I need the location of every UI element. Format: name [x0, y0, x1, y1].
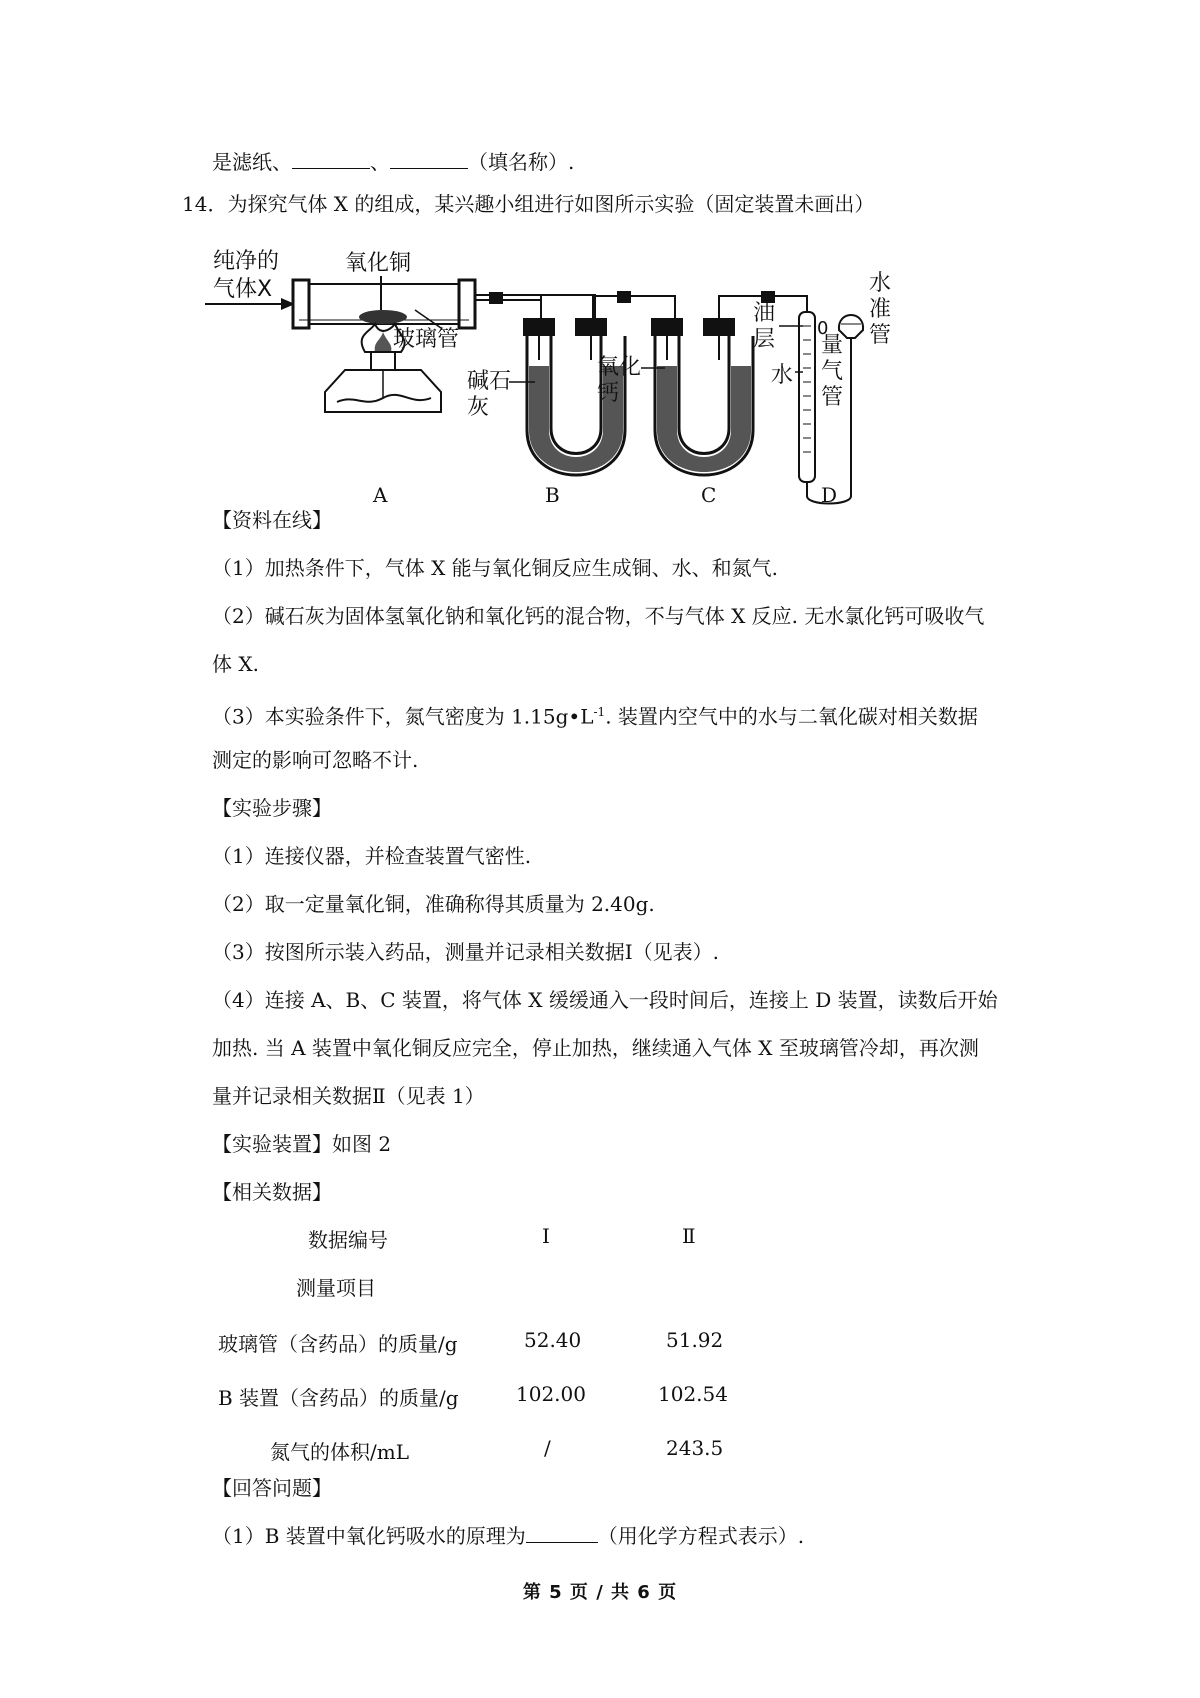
step-4c: 量并记录相关数据Ⅱ（见表 1） — [212, 1084, 485, 1108]
gas-meter-label-3: 管 — [821, 385, 844, 410]
table-row-label: 氮气的体积/mL — [270, 1440, 409, 1464]
label-d: D — [821, 483, 838, 507]
step-2: （2）取一定量氧化铜，准确称得其质量为 2.40g. — [212, 892, 655, 916]
info-line-5: 测定的影响可忽略不计. — [212, 748, 419, 772]
cuo-label: 氧化铜 — [345, 251, 412, 276]
table-col-2: Ⅱ — [682, 1224, 696, 1248]
table-header-number: 数据编号 — [308, 1228, 388, 1252]
info-line-3: 体 X. — [212, 652, 259, 676]
table-col-1: Ⅰ — [542, 1224, 550, 1248]
table-cell: / — [544, 1436, 551, 1460]
table-cell: 102.54 — [658, 1382, 728, 1406]
oil-label-1: 油 — [753, 301, 776, 326]
question-stem: 14．为探究气体 X 的组成，某兴趣小组进行如图所示实验（固定装置未画出） — [182, 192, 875, 216]
apparatus-figure — [205, 240, 965, 510]
table-cell: 243.5 — [666, 1436, 724, 1460]
apparatus-line: 【实验装置】如图 2 — [212, 1132, 392, 1156]
info-heading: 【资料在线】 — [212, 508, 332, 532]
label-b: B — [545, 483, 560, 507]
step-4a: （4）连接 A、B、C 装置，将气体 X 缓缓通入一段时间后，连接上 D 装置，读数后开始 — [212, 988, 998, 1012]
glass-tube-label: 玻璃管 — [393, 327, 460, 352]
question-1: （1）B 装置中氧化钙吸水的原理为 （用化学方程式表示）. — [212, 1524, 805, 1548]
table-header-item: 测量项目 — [296, 1276, 376, 1300]
gas-meter-label-2: 气 — [821, 359, 844, 384]
soda-lime-label-2: 灰 — [467, 395, 490, 420]
steps-heading: 【实验步骤】 — [212, 796, 332, 820]
step-3: （3）按图所示装入药品，测量并记录相关数据Ⅰ（见表）. — [212, 940, 719, 964]
step-1: （1）连接仪器，并检查装置气密性. — [212, 844, 532, 868]
answer-blank[interactable] — [526, 1524, 598, 1543]
answer-heading: 【回答问题】 — [212, 1476, 332, 1500]
zero-mark: 0 — [817, 318, 829, 339]
gas-label-2: 气体X — [213, 277, 273, 302]
table-cell: 51.92 — [666, 1328, 724, 1352]
table-cell: 102.00 — [516, 1382, 586, 1406]
oil-label-2: 层 — [753, 327, 776, 352]
level-tube-label-1: 水 — [869, 271, 892, 296]
gas-label-1: 纯净的 — [213, 249, 280, 274]
info-line-4: （3）本实验条件下，氮气密度为 $1.15g•L^{-1}$. 装置内空气中的水与二氧化碳对相关数据 — [212, 704, 978, 729]
level-tube-label-2: 准 — [869, 297, 892, 322]
info-line-2: （2）碱石灰为固体氢氧化钠和氧化钙的混合物，不与气体 X 反应. 无水氯化钙可吸收气 — [212, 604, 985, 628]
cao-label-1: 氧化 — [597, 355, 642, 380]
level-tube-label-3: 管 — [869, 323, 892, 348]
label-c: C — [701, 483, 717, 507]
table-row-label: 玻璃管（含药品）的质量/g — [218, 1332, 458, 1356]
table-cell: 52.40 — [524, 1328, 582, 1352]
cao-label-2: 钙 — [597, 381, 620, 406]
answer-blank[interactable] — [390, 150, 468, 169]
page-footer: 第 5 页 / 共 6 页 — [522, 1582, 678, 1603]
step-4b: 加热. 当 A 装置中氧化铜反应完全，停止加热，继续通入气体 X 至玻璃管冷却，再次测 — [212, 1036, 979, 1060]
soda-lime-label-1: 碱石 — [467, 369, 512, 394]
table-row-label: B 装置（含药品）的质量/g — [218, 1386, 459, 1410]
water-label: 水 — [771, 363, 794, 388]
data-heading: 【相关数据】 — [212, 1180, 332, 1204]
info-line-1: （1）加热条件下，气体 X 能与氧化铜反应生成铜、水、和氮气. — [212, 556, 779, 580]
prev-question-line: 是滤纸、 、 （填名称）. — [212, 150, 575, 174]
answer-blank[interactable] — [292, 150, 370, 169]
label-a: A — [373, 483, 388, 507]
gas-meter-label-1: 量 — [821, 333, 844, 358]
